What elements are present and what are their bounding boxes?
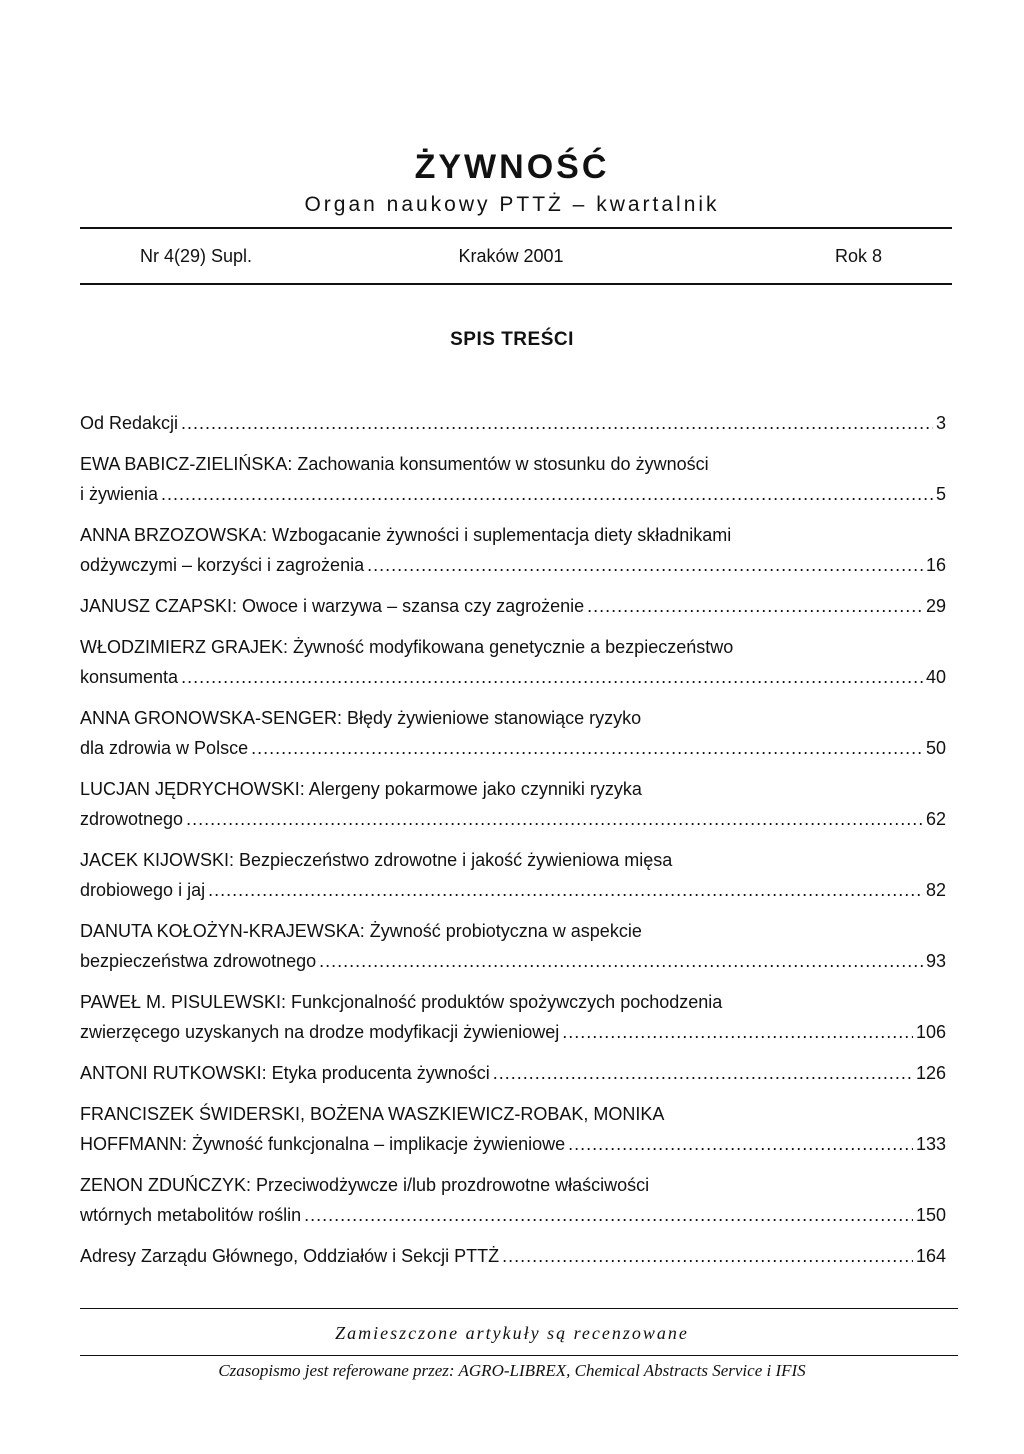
header-rule-bottom (80, 283, 952, 285)
dot-leader (319, 946, 923, 976)
toc-entry-last-line (80, 1129, 946, 1159)
toc-entry-last-line (80, 733, 946, 763)
dot-leader (493, 1058, 913, 1088)
toc-entry (80, 916, 946, 976)
toc-entry (80, 1099, 946, 1159)
toc-entry-title-line: JACEK KIJOWSKI: Bezpieczeństwo zdrowotne i jakość żywieniowa mięsa (80, 850, 673, 870)
toc-entry-last-line (80, 550, 946, 580)
toc-entry-title-end: zwierzęcego uzyskanych na drodze modyfikacji żywieniowej (80, 1022, 560, 1042)
toc-entry-page: 5 (935, 484, 946, 504)
toc-entry (80, 1170, 946, 1230)
toc-entry-title-end: drobiowego i jaj (80, 880, 206, 900)
toc-entry (80, 845, 946, 905)
toc-entry (80, 632, 946, 692)
footer-rule-top (80, 1308, 958, 1309)
toc-entry-page: 3 (935, 413, 946, 433)
issue-place-year: Kraków 2001 (458, 246, 564, 266)
toc-entry-last-line (80, 1058, 946, 1088)
issue-info-row (140, 242, 882, 270)
toc-entry-title-end: konsumenta (80, 667, 179, 687)
toc-entry-title-end: wtórnych metabolitów roślin (80, 1205, 302, 1225)
toc-entry (80, 520, 946, 580)
journal-title: ŻYWNOŚĆ (414, 148, 610, 186)
toc-entry-title-end: i żywienia (80, 484, 159, 504)
toc-entry-title-line: DANUTA KOŁOŻYN-KRAJEWSKA: Żywność probiotyczna w aspekcie (80, 921, 642, 941)
toc-entry-title-line: EWA BABICZ-ZIELIŃSKA: Zachowania konsumentów w stosunku do żywności (80, 454, 709, 474)
toc-entry-last-line (80, 479, 946, 509)
toc-entry-last-line (80, 662, 946, 692)
toc-entry-page: 126 (915, 1063, 946, 1083)
toc-entry-title-line: PAWEŁ M. PISULEWSKI: Funkcjonalność produktów spożywczych pochodzenia (80, 992, 723, 1012)
reviewed-note: Zamieszczone artykuły są recenzowane (335, 1323, 689, 1343)
dot-leader (304, 1200, 913, 1230)
toc-entry-title-end: bezpieczeństwa zdrowotnego (80, 951, 317, 971)
toc-entry-last-line (80, 1200, 946, 1230)
toc-entry (80, 1058, 946, 1088)
toc-entry-page: 16 (925, 555, 946, 575)
toc-entry-title-line: LUCJAN JĘDRYCHOWSKI: Alergeny pokarmowe jako czynniki ryzyka (80, 779, 642, 799)
toc-entry (80, 703, 946, 763)
toc-entry (80, 774, 946, 834)
toc-entry-title-end: Adresy Zarządu Głównego, Oddziałów i Sekcji PTTŻ (80, 1246, 500, 1266)
indexed-note: Czasopismo jest referowane przez: AGRO-LIBREX, Chemical Abstracts Service i IFIS (218, 1361, 806, 1380)
toc-entry-page: 93 (925, 951, 946, 971)
dot-leader (502, 1241, 913, 1271)
toc-entry-last-line (80, 875, 946, 905)
toc-entry-title-line: WŁODZIMIERZ GRAJEK: Żywność modyfikowana genetycznie a bezpieczeństwo (80, 637, 734, 657)
toc-entry-page: 40 (925, 667, 946, 687)
toc-entry-page: 29 (925, 596, 946, 616)
toc-entry-last-line (80, 804, 946, 834)
dot-leader (251, 733, 923, 763)
toc-entry-title-line: FRANCISZEK ŚWIDERSKI, BOŻENA WASZKIEWICZ-ROBAK, MONIKA (80, 1104, 665, 1124)
toc-entry-title-end: odżywczymi – korzyści i zagrożenia (80, 555, 365, 575)
dot-leader (208, 875, 923, 905)
dot-leader (181, 408, 933, 438)
header-rule-top (80, 227, 952, 229)
toc-entry (80, 1241, 946, 1271)
toc-entry-title-line: ZENON ZDUŃCZYK: Przeciwodżywcze i/lub prozdrowotne właściwości (80, 1175, 650, 1195)
dot-leader (161, 479, 933, 509)
dot-leader (186, 804, 923, 834)
journal-subtitle: Organ naukowy PTTŻ – kwartalnik (304, 193, 720, 216)
dot-leader (181, 662, 923, 692)
toc-entry-title-end: HOFFMANN: Żywność funkcjonalna – implikacje żywieniowe (80, 1134, 566, 1154)
toc-entry-last-line (80, 1241, 946, 1271)
footer-rule-bottom (80, 1355, 958, 1356)
toc-entry-title-end: dla zdrowia w Polsce (80, 738, 249, 758)
toc-entry-last-line (80, 946, 946, 976)
dot-leader (587, 591, 923, 621)
dot-leader (367, 550, 923, 580)
toc-entry (80, 591, 946, 621)
toc-entry-page: 133 (915, 1134, 946, 1154)
toc-entry-title-line: ANNA GRONOWSKA-SENGER: Błędy żywieniowe stanowiące ryzyko (80, 708, 642, 728)
issue-volume: Rok 8 (834, 246, 882, 266)
toc-entry-page: 50 (925, 738, 946, 758)
toc-entry-page: 82 (925, 880, 946, 900)
toc-entry (80, 449, 946, 509)
issue-number: Nr 4(29) Supl. (140, 246, 253, 266)
toc-entry (80, 987, 946, 1047)
toc-entry-last-line (80, 408, 946, 438)
toc-heading: SPIS TREŚCI (450, 329, 574, 350)
toc-entry-title-line: ANNA BRZOZOWSKA: Wzbogacanie żywności i suplementacja diety składnikami (80, 525, 732, 545)
toc-entry-title-end: zdrowotnego (80, 809, 184, 829)
table-of-contents (80, 408, 946, 1282)
dot-leader (562, 1017, 913, 1047)
toc-entry-page: 150 (915, 1205, 946, 1225)
toc-entry-title-end: JANUSZ CZAPSKI: Owoce i warzywa – szansa czy zagrożenie (80, 596, 585, 616)
dot-leader (568, 1129, 913, 1159)
toc-entry-title-end: ANTONI RUTKOWSKI: Etyka producenta żywności (80, 1063, 490, 1083)
toc-entry-page: 62 (925, 809, 946, 829)
toc-entry-last-line (80, 591, 946, 621)
toc-entry-title-end: Od Redakcji (80, 413, 179, 433)
toc-entry-page: 106 (915, 1022, 946, 1042)
toc-entry-last-line (80, 1017, 946, 1047)
toc-entry-page: 164 (915, 1246, 946, 1266)
toc-entry (80, 408, 946, 438)
